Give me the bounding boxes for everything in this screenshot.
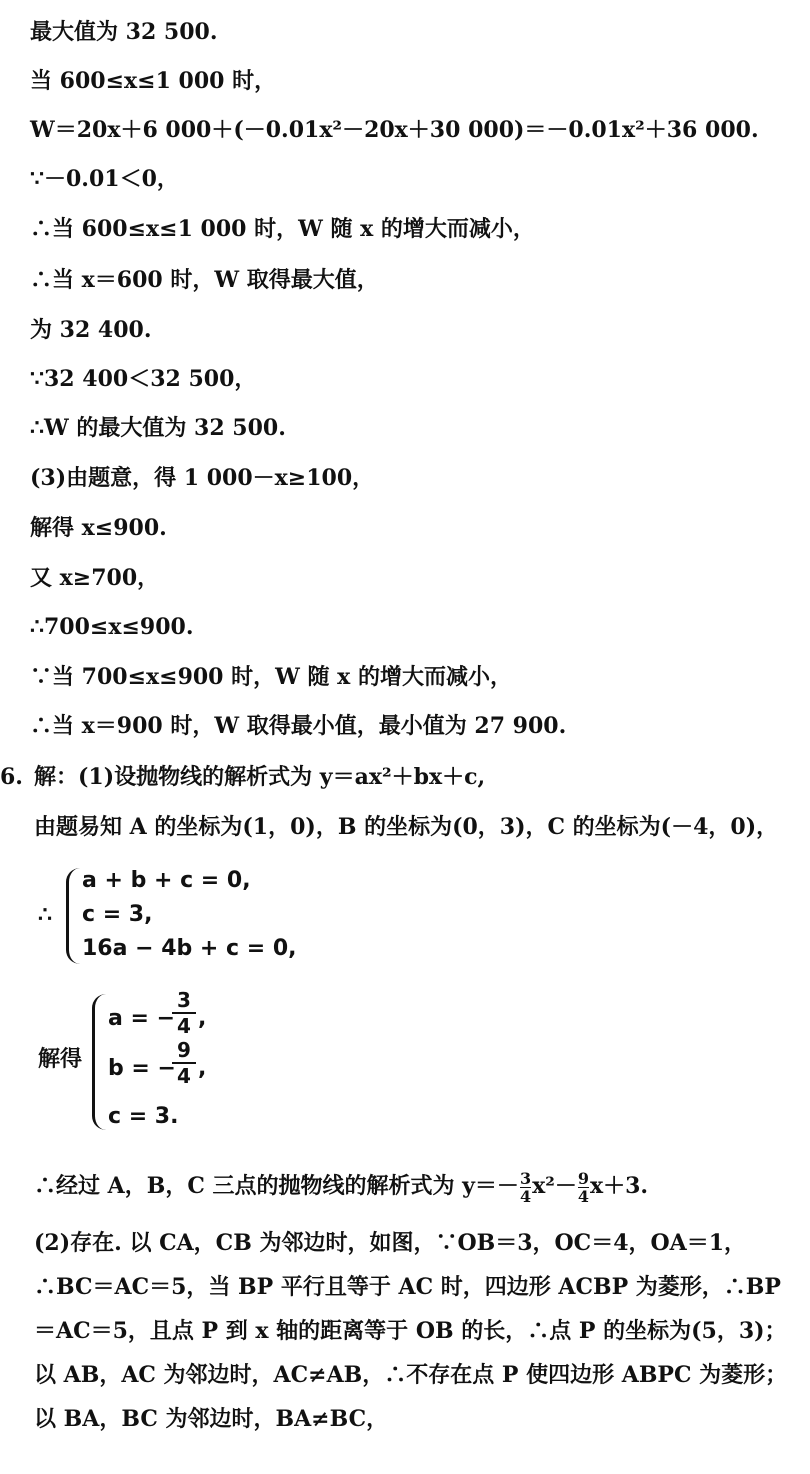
text-line: ∵－0.01＜0， bbox=[30, 166, 179, 192]
numerator: 9 bbox=[172, 1038, 196, 1064]
text-line: 当 600≤x≤1 000 时， bbox=[30, 68, 277, 94]
brace bbox=[66, 868, 81, 964]
solution-b: b = − bbox=[108, 1056, 176, 1081]
denominator: 4 bbox=[577, 1186, 589, 1206]
equation: 16a − 4b + c = 0, bbox=[82, 936, 297, 961]
text-line: 解得 x≤900. bbox=[30, 515, 167, 541]
text-line: ∴W 的最大值为 32 500. bbox=[30, 415, 286, 441]
numerator: 3 bbox=[519, 1168, 532, 1188]
comma: , bbox=[198, 1006, 207, 1031]
equation-system bbox=[34, 860, 334, 970]
text-line: (3)由题意，得 1 000－x≥100， bbox=[30, 465, 375, 491]
text-line: W＝20x＋6 000＋(－0.01x²－20x＋30 000)＝－0.01x²＋36 000. bbox=[30, 117, 759, 143]
denominator: 4 bbox=[177, 1014, 191, 1038]
solve-label: 解得 bbox=[38, 1046, 83, 1072]
result-line bbox=[34, 1166, 648, 1206]
result-prefix: ∴经过 A，B，C 三点的抛物线的解析式为 y＝－ bbox=[34, 1173, 519, 1199]
text-line: ∴当 x＝900 时，W 取得最小值，最小值为 27 900. bbox=[30, 713, 567, 739]
therefore-symbol: ∴ bbox=[38, 902, 52, 928]
text-line: ∴当 600≤x≤1 000 时，W 随 x 的增大而减小， bbox=[30, 216, 535, 242]
solution-system bbox=[34, 990, 334, 1140]
numerator: 9 bbox=[577, 1168, 589, 1188]
equation: c = 3, bbox=[82, 902, 153, 927]
q6-line2: 由题易知 A 的坐标为(1，0)，B 的坐标为(0，3)，C 的坐标为(－4，0)， bbox=[34, 814, 779, 840]
comma: , bbox=[198, 1056, 207, 1081]
text-line: ∵当 700≤x≤900 时，W 随 x 的增大而减小， bbox=[30, 664, 512, 690]
result-mid: x²－ bbox=[532, 1173, 577, 1199]
question-number: 6. bbox=[0, 764, 23, 790]
text-line: ∴当 x＝600 时，W 取得最大值， bbox=[30, 267, 379, 293]
fraction bbox=[578, 1170, 589, 1205]
text-line: 又 x≥700， bbox=[30, 565, 160, 591]
text-line: 最大值为 32 500. bbox=[30, 19, 218, 45]
solution-c: c = 3. bbox=[108, 1104, 179, 1129]
text-line: ∴700≤x≤900. bbox=[30, 614, 194, 640]
part2-paragraph: (2)存在. 以 CA，CB 为邻边时，如图，∵OB＝3，OC＝4，OA＝1，∴BC＝AC＝5，当 BP 平行且等于 AC 时，四边形 ACBP 为菱形，∴BP＝AC＝5，且点 P 到 x 轴的距离等于 OB 的长，∴点 P 的坐标为(5，3)；以 AB，AC 为邻边时，AC≠AB，∴不存在点 P 使四边形 ABPC 为菱形；以 BA，BC 为邻边时，BA≠BC， bbox=[34, 1230, 788, 1432]
brace bbox=[92, 994, 107, 1130]
fraction bbox=[520, 1170, 531, 1205]
denominator: 4 bbox=[177, 1064, 191, 1088]
denominator: 4 bbox=[519, 1186, 532, 1206]
q6-line1: 解：(1)设抛物线的解析式为 y＝ax²＋bx＋c, bbox=[34, 764, 486, 790]
text-line: 为 32 400. bbox=[30, 317, 152, 343]
fraction bbox=[172, 988, 196, 1038]
text-line: ∵32 400＜32 500， bbox=[30, 366, 257, 392]
numerator: 3 bbox=[172, 988, 196, 1014]
fraction bbox=[172, 1038, 196, 1088]
solution-a: a = − bbox=[108, 1006, 176, 1031]
result-suffix: x＋3. bbox=[589, 1173, 649, 1199]
equation: a + b + c = 0, bbox=[82, 868, 251, 893]
